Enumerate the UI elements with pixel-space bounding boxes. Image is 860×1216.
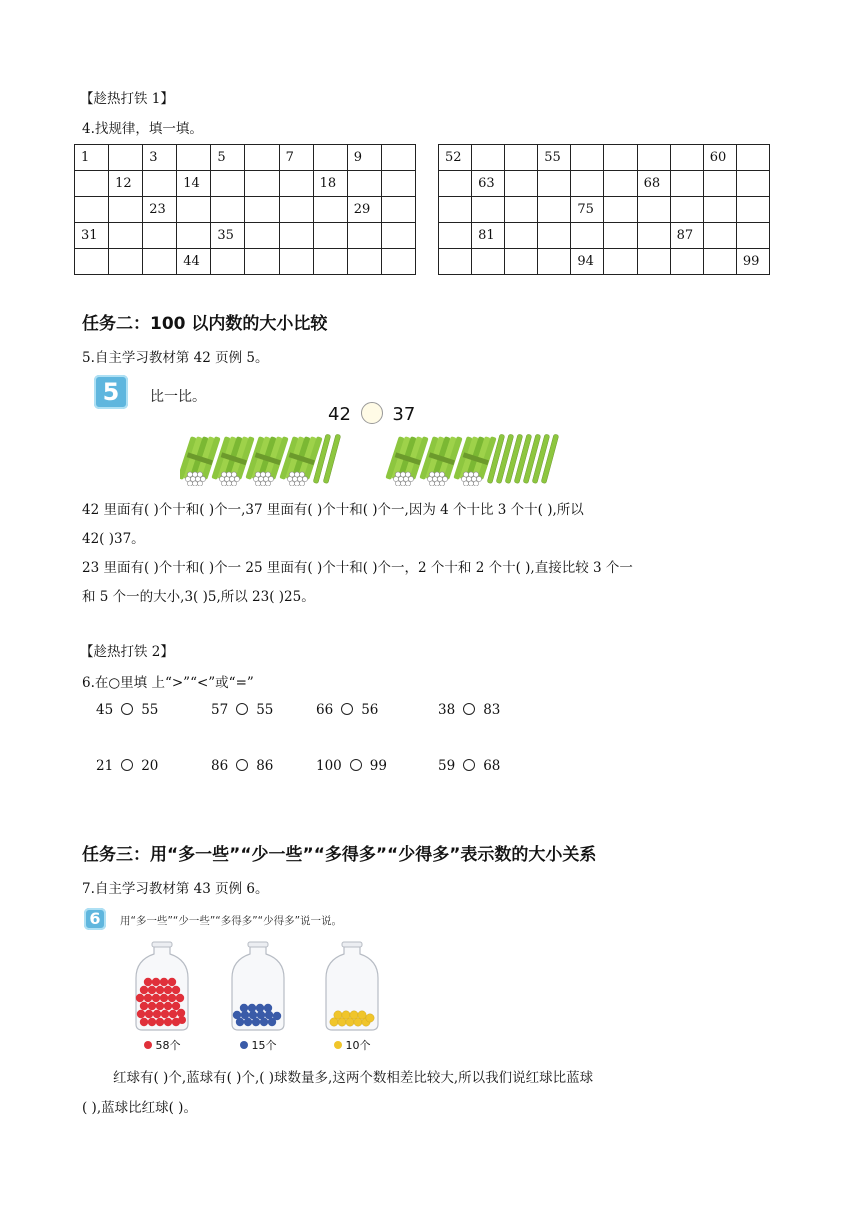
grid-cell: 44: [177, 249, 211, 275]
grid-row: [439, 223, 770, 249]
grid-cell: 14: [177, 171, 211, 197]
grid-cell[interactable]: [505, 145, 538, 171]
grid-cell[interactable]: [347, 249, 381, 275]
answer-circle[interactable]: [236, 759, 248, 771]
grid-cell[interactable]: [143, 223, 177, 249]
grid-cell[interactable]: [143, 171, 177, 197]
example-number: 6: [89, 909, 101, 928]
comparison-item: 66 56: [316, 702, 379, 718]
grid-cell[interactable]: [109, 145, 143, 171]
grid-cell[interactable]: [347, 171, 381, 197]
grid-cell[interactable]: [439, 223, 472, 249]
answer-circle[interactable]: [350, 759, 362, 771]
grid-cell[interactable]: [736, 197, 769, 223]
answer-circle[interactable]: [236, 703, 248, 715]
grid-cell[interactable]: [75, 171, 109, 197]
grid-cell[interactable]: [245, 249, 279, 275]
grid-cell[interactable]: [109, 197, 143, 223]
grid-cell: 55: [538, 145, 571, 171]
task3-title: 任务三：用“多一些”“少一些”“多得多”“少得多”表示数的大小关系: [82, 845, 597, 865]
number-grid-right: [438, 144, 770, 275]
grid-cell: 1: [75, 145, 109, 171]
grid-cell[interactable]: [736, 223, 769, 249]
grid-cell[interactable]: [604, 223, 637, 249]
grid-cell[interactable]: [637, 145, 670, 171]
grid-cell: 75: [571, 197, 604, 223]
grid-cell[interactable]: [736, 145, 769, 171]
grid-cell[interactable]: [245, 223, 279, 249]
grid-cell[interactable]: [703, 249, 736, 275]
grid-cell[interactable]: [505, 249, 538, 275]
grid-cell: 18: [313, 171, 347, 197]
grid-cell: 12: [109, 171, 143, 197]
number-grid-left: [74, 144, 416, 275]
answer-circle[interactable]: [121, 703, 133, 715]
compare-right-number: 37: [392, 404, 416, 425]
grid-cell[interactable]: [439, 249, 472, 275]
grid-row: [75, 171, 416, 197]
grid-cell: 81: [472, 223, 505, 249]
jar-label-yellow: 10个: [334, 1037, 371, 1053]
comparison-item: 100 99: [316, 758, 387, 774]
grid-cell[interactable]: [279, 249, 313, 275]
grid-cell[interactable]: [571, 223, 604, 249]
grid-cell: 7: [279, 145, 313, 171]
task2-line-4: 和 5 个一的大小,3( )5,所以 23( )25。: [82, 589, 315, 605]
grid-cell[interactable]: [313, 249, 347, 275]
grid-cell[interactable]: [538, 197, 571, 223]
grid-cell[interactable]: [381, 223, 415, 249]
section-heading-1: 【趁热打铁 1】: [80, 91, 174, 107]
compare-left-number: 42: [328, 404, 351, 425]
comparison-item: 57 55: [211, 702, 274, 718]
grid-cell[interactable]: [505, 223, 538, 249]
grid-cell[interactable]: [538, 223, 571, 249]
grid-cell[interactable]: [279, 197, 313, 223]
grid-cell[interactable]: [670, 197, 703, 223]
task3-line-1: 红球有( )个,蓝球有( )个,( )球数量多,这两个数相差比较大,所以我们说红球比蓝球: [113, 1070, 594, 1086]
grid-cell: 3: [143, 145, 177, 171]
grid-cell[interactable]: [313, 223, 347, 249]
yellow-dot-icon: [334, 1041, 342, 1049]
grid-cell[interactable]: [538, 249, 571, 275]
grid-row: [439, 171, 770, 197]
task3-line-2: ( ),蓝球比红球( )。: [82, 1100, 197, 1116]
grid-cell: 68: [637, 171, 670, 197]
grid-cell: 52: [439, 145, 472, 171]
grid-cell[interactable]: [505, 171, 538, 197]
example-6-badge: [84, 908, 106, 930]
grid-cell[interactable]: [472, 197, 505, 223]
grid-cell[interactable]: [538, 171, 571, 197]
grid-cell[interactable]: [604, 197, 637, 223]
grid-cell: 35: [211, 223, 245, 249]
grid-cell[interactable]: [245, 197, 279, 223]
compare-circle: [361, 402, 383, 424]
blue-dot-icon: [240, 1041, 248, 1049]
grid-cell[interactable]: [703, 223, 736, 249]
grid-cell[interactable]: [75, 197, 109, 223]
task2-line-3: 23 里面有( )个十和( )个一 25 里面有( )个十和( )个一，2 个十和 2 个十( ),直接比较 3 个一: [82, 560, 633, 576]
grid-cell[interactable]: [347, 223, 381, 249]
grid-cell[interactable]: [637, 223, 670, 249]
grid-cell[interactable]: [703, 197, 736, 223]
counting-sticks-illustration: [180, 428, 560, 486]
grid-row: [75, 223, 416, 249]
section-heading-2: 【趁热打铁 2】: [80, 644, 174, 660]
compare-expression: [328, 402, 415, 425]
grid-cell[interactable]: [211, 171, 245, 197]
example-5-badge: [94, 375, 128, 409]
grid-cell[interactable]: [670, 171, 703, 197]
task2-line-2: 42( )37。: [82, 531, 145, 547]
grid-cell[interactable]: [75, 249, 109, 275]
grid-row: [75, 197, 416, 223]
grid-cell: 31: [75, 223, 109, 249]
answer-circle[interactable]: [341, 703, 353, 715]
red-dot-icon: [144, 1041, 152, 1049]
grid-cell[interactable]: [505, 197, 538, 223]
grid-cell[interactable]: [439, 197, 472, 223]
grid-cell[interactable]: [245, 145, 279, 171]
grid-cell[interactable]: [109, 223, 143, 249]
example-number: 5: [102, 378, 120, 406]
grid-cell[interactable]: [604, 171, 637, 197]
grid-cell: 63: [472, 171, 505, 197]
grid-cell[interactable]: [703, 171, 736, 197]
grid-cell: 94: [571, 249, 604, 275]
comparison-item: 59 68: [438, 758, 501, 774]
grid-cell[interactable]: [472, 145, 505, 171]
grid-cell: 29: [347, 197, 381, 223]
question-6: 6.在○里填 上“>”“<”或“=”: [82, 675, 254, 691]
grid-cell[interactable]: [670, 145, 703, 171]
jar-label-red: 58个: [144, 1037, 181, 1053]
answer-circle[interactable]: [463, 703, 475, 715]
grid-cell[interactable]: [143, 249, 177, 275]
grid-cell: 5: [211, 145, 245, 171]
comparison-item: 45 55: [96, 702, 159, 718]
comparison-item: 21 20: [96, 758, 159, 774]
comparison-item: 86 86: [211, 758, 274, 774]
example-6-label: 用“多一些”“少一些”“多得多”“少得多”说一说。: [120, 915, 343, 927]
grid-cell[interactable]: [177, 145, 211, 171]
grid-cell[interactable]: [177, 197, 211, 223]
grid-row: [439, 249, 770, 275]
grid-cell[interactable]: [313, 197, 347, 223]
grid-cell[interactable]: [279, 223, 313, 249]
grid-cell[interactable]: [381, 145, 415, 171]
grid-cell[interactable]: [637, 249, 670, 275]
grid-cell[interactable]: [177, 223, 211, 249]
grid-cell[interactable]: [604, 145, 637, 171]
grid-cell[interactable]: [604, 249, 637, 275]
grid-cell[interactable]: [736, 171, 769, 197]
grid-cell[interactable]: [571, 171, 604, 197]
answer-circle[interactable]: [121, 759, 133, 771]
grid-cell[interactable]: [245, 171, 279, 197]
grid-row: [439, 197, 770, 223]
grid-cell: 60: [703, 145, 736, 171]
question-4: 4.找规律，填一填。: [82, 121, 203, 137]
grid-cell[interactable]: [472, 249, 505, 275]
task2-title: 任务二：100 以内数的大小比较: [82, 314, 328, 334]
grid-cell[interactable]: [211, 197, 245, 223]
grid-cell: 23: [143, 197, 177, 223]
example-5-label: 比一比。: [150, 389, 206, 405]
grid-cell[interactable]: [571, 145, 604, 171]
grid-cell[interactable]: [637, 197, 670, 223]
red-ball-jar: [132, 940, 192, 1032]
grid-row: [439, 145, 770, 171]
grid-cell[interactable]: [381, 197, 415, 223]
grid-row: [75, 249, 416, 275]
grid-cell: 87: [670, 223, 703, 249]
task2-line-1: 42 里面有( )个十和( )个一,37 里面有( )个十和( )个一,因为 4 个十比 3 个十( ),所以: [82, 502, 584, 518]
blue-ball-jar: [228, 940, 288, 1032]
grid-row: [75, 145, 416, 171]
grid-cell: 9: [347, 145, 381, 171]
grid-cell[interactable]: [211, 249, 245, 275]
yellow-ball-jar: [322, 940, 382, 1032]
grid-cell[interactable]: [439, 171, 472, 197]
grid-cell[interactable]: [670, 249, 703, 275]
grid-cell[interactable]: [313, 145, 347, 171]
grid-cell[interactable]: [381, 171, 415, 197]
comparison-item: 38 83: [438, 702, 501, 718]
grid-cell: 99: [736, 249, 769, 275]
grid-cell[interactable]: [279, 171, 313, 197]
question-5: 5.自主学习教材第 42 页例 5。: [82, 350, 269, 366]
grid-cell[interactable]: [381, 249, 415, 275]
answer-circle[interactable]: [463, 759, 475, 771]
grid-cell[interactable]: [109, 249, 143, 275]
question-7: 7.自主学习教材第 43 页例 6。: [82, 881, 269, 897]
jar-label-blue: 15个: [240, 1037, 277, 1053]
